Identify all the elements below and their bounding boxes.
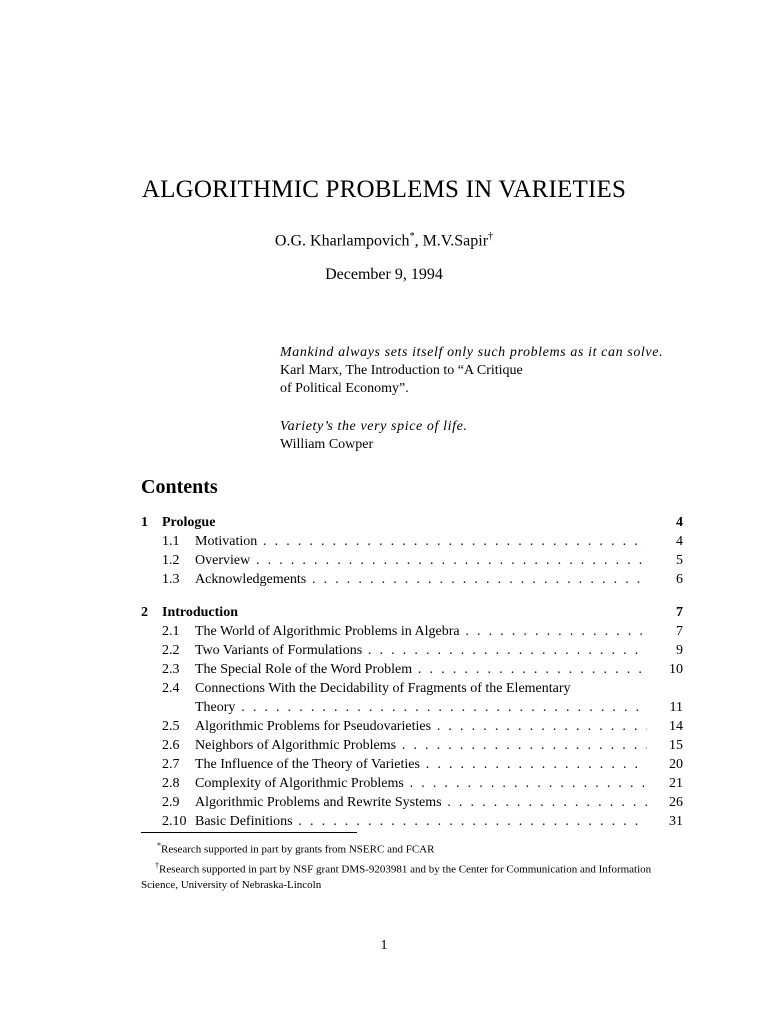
toc-page: 20 bbox=[669, 757, 683, 772]
author-sapir: M.V.Sapir bbox=[422, 232, 489, 250]
toc-title: Prologue bbox=[162, 515, 216, 530]
toc-page: 11 bbox=[669, 700, 683, 715]
toc-page: 31 bbox=[669, 814, 683, 829]
toc-title: Connections With the Decidability of Fragments of the Elementary bbox=[195, 681, 571, 696]
toc-entry-overview[interactable] bbox=[141, 551, 683, 570]
toc-page: 7 bbox=[676, 605, 683, 620]
toc-title: Basic Definitions . . . bbox=[195, 812, 647, 831]
paper-title: ALGORITHMIC PROBLEMS IN VARIETIES bbox=[141, 176, 627, 203]
toc-number: 2.4 bbox=[162, 681, 180, 696]
author-kharlampovich: O.G. Kharlampovich bbox=[274, 232, 410, 250]
toc-entry-motivation[interactable] bbox=[141, 532, 683, 551]
epigraph-cowper bbox=[280, 418, 468, 454]
toc-section-prologue[interactable] bbox=[141, 513, 683, 532]
toc-title: Acknowledgements . . . bbox=[195, 570, 647, 589]
toc-number: 1 bbox=[141, 515, 148, 530]
toc-entry-rewrite-systems[interactable] bbox=[141, 793, 683, 812]
toc-entry-decidability-cont[interactable] bbox=[141, 698, 683, 717]
footnote-1 bbox=[141, 838, 686, 858]
toc-number: 2.8 bbox=[162, 776, 180, 791]
toc-number: 2.5 bbox=[162, 719, 180, 734]
toc-page: 10 bbox=[669, 662, 683, 677]
toc-page: 4 bbox=[676, 515, 683, 530]
toc-number: 2 bbox=[141, 605, 148, 620]
toc-entry-pseudovarieties[interactable] bbox=[141, 717, 683, 736]
epigraph-attribution: Karl Marx, The Introduction to “A Critique bbox=[280, 363, 523, 378]
toc-section-introduction[interactable] bbox=[141, 603, 683, 622]
toc-title: The Special Role of the Word Problem . . . bbox=[195, 660, 647, 679]
footnote-2-text: Research supported in part by NSF grant DMS-9203981 and by the Center for Communication and Information Science, University of Nebraska-Lincoln bbox=[141, 863, 652, 892]
footnote-mark-2: † bbox=[488, 231, 494, 242]
footnote-mark-1: * bbox=[409, 231, 415, 242]
footnote-1-mark: * bbox=[157, 841, 161, 850]
toc-number: 1.3 bbox=[162, 572, 180, 587]
toc-title: Introduction bbox=[162, 605, 238, 620]
toc-page: 5 bbox=[676, 553, 683, 568]
toc-entry-neighbors[interactable] bbox=[141, 736, 683, 755]
footnote-2-mark: † bbox=[155, 860, 159, 870]
toc-title: Two Variants of Formulations . . . bbox=[195, 641, 647, 660]
toc-title: Neighbors of Algorithmic Problems . . . bbox=[195, 736, 647, 755]
toc-number: 2.1 bbox=[162, 624, 180, 639]
toc-title: Motivation . . . bbox=[195, 532, 647, 551]
epigraph-marx bbox=[280, 344, 663, 398]
toc-number: 2.7 bbox=[162, 757, 180, 772]
toc-page: 21 bbox=[669, 776, 683, 791]
toc-title: Theory . . . bbox=[195, 698, 647, 717]
toc-page: 14 bbox=[669, 719, 683, 734]
toc-number: 2.6 bbox=[162, 738, 180, 753]
footnote-1-text: Research supported in part by grants from NSERC and FCAR bbox=[161, 843, 435, 856]
footnote-divider bbox=[141, 832, 357, 833]
toc-entry-influence[interactable] bbox=[141, 755, 683, 774]
toc-number: 2.10 bbox=[162, 814, 187, 829]
toc-number: 1.2 bbox=[162, 553, 180, 568]
toc-title: Complexity of Algorithmic Problems . . . bbox=[195, 774, 647, 793]
paper-date: December 9, 1994 bbox=[325, 266, 443, 283]
page-number: 1 bbox=[380, 938, 388, 953]
toc-entry-two-variants[interactable] bbox=[141, 641, 683, 660]
epigraph-attribution: William Cowper bbox=[280, 437, 374, 452]
epigraph-quote: Variety’s the very spice of life. bbox=[280, 419, 468, 434]
toc-page: 6 bbox=[676, 572, 683, 587]
toc-title: Algorithmic Problems for Pseudovarieties . . . bbox=[195, 717, 647, 736]
toc-title: The Influence of the Theory of Varieties . . . bbox=[195, 755, 647, 774]
toc-page: 26 bbox=[669, 795, 683, 810]
toc-entry-decidability[interactable] bbox=[141, 679, 683, 698]
footnotes bbox=[141, 838, 686, 893]
toc-number: 2.9 bbox=[162, 795, 180, 810]
toc-page: 15 bbox=[669, 738, 683, 753]
footnote-2 bbox=[141, 858, 686, 894]
contents-heading: Contents bbox=[141, 476, 218, 498]
toc-entry-world-of-problems[interactable] bbox=[141, 622, 683, 641]
toc-entry-acknowledgements[interactable] bbox=[141, 570, 683, 589]
author-separator: , bbox=[414, 232, 423, 250]
toc-number: 1.1 bbox=[162, 534, 180, 549]
toc-title: Overview . . . bbox=[195, 551, 647, 570]
toc-entry-word-problem[interactable] bbox=[141, 660, 683, 679]
toc-number: 2.2 bbox=[162, 643, 180, 658]
toc-page: 7 bbox=[676, 624, 683, 639]
toc-entry-basic-definitions[interactable] bbox=[141, 812, 683, 831]
epigraph-attribution-cont: of Political Economy”. bbox=[280, 381, 409, 396]
toc-entry-complexity[interactable] bbox=[141, 774, 683, 793]
epigraph-quote: Mankind always sets itself only such problems as it can solve. bbox=[280, 345, 664, 360]
toc-title: Algorithmic Problems and Rewrite Systems . . . bbox=[195, 793, 647, 812]
toc-page: 9 bbox=[676, 643, 683, 658]
toc-number: 2.3 bbox=[162, 662, 180, 677]
toc-title: The World of Algorithmic Problems in Algebra . . . bbox=[195, 622, 647, 641]
authors bbox=[0, 231, 768, 250]
toc-page: 4 bbox=[676, 534, 683, 549]
